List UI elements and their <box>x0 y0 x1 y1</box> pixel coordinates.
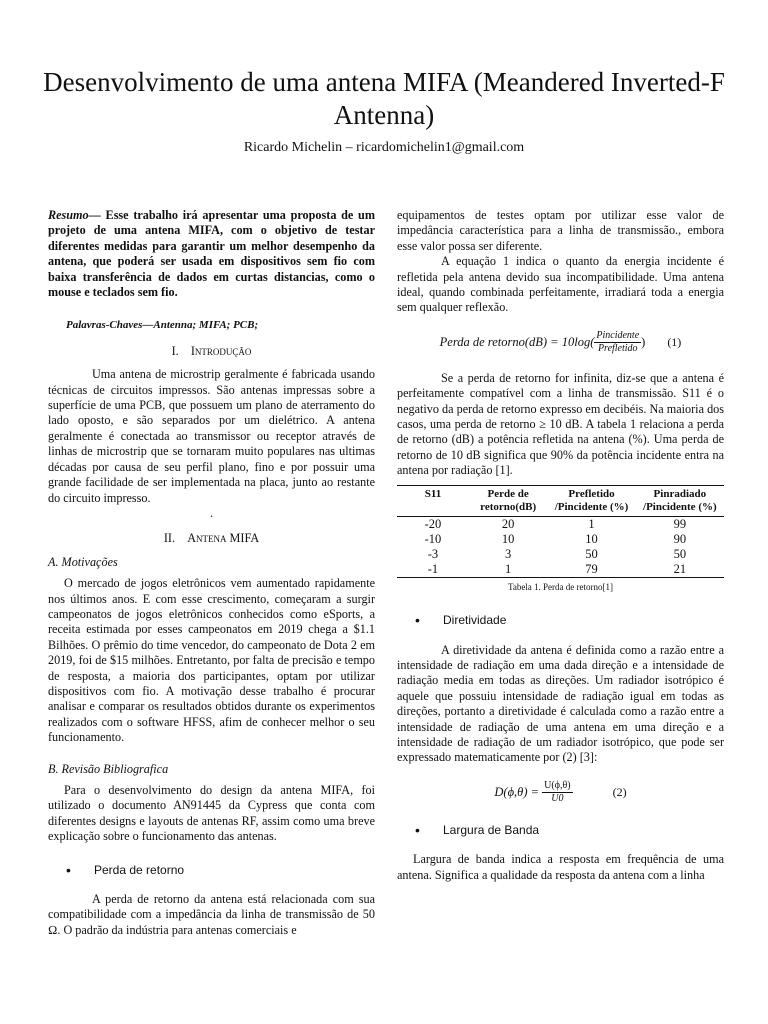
table-cell: 1 <box>588 516 595 531</box>
table-cell: 1 <box>469 562 547 578</box>
section-number: I. <box>171 343 179 358</box>
table-row <box>397 532 724 547</box>
right-paragraph-1: equipamentos de testes optam por utilizar esse valor de impedância característica para a linha de transmissão., embora esse valor possa ser diferente. <box>397 208 724 253</box>
bullet-perda-de-retorno <box>48 863 375 878</box>
table-header: Pinradiado /Pincidente (%) <box>636 485 724 516</box>
table-cell: 50 <box>585 546 598 561</box>
abstract <box>48 208 375 300</box>
right-paragraph-2: A equação 1 indica o quanto da energia incidente é refletida pela antena devido sua incompatibilidade. Uma antena ideal, quando combinada perfeitamente, irradiará toda a energia sem qualquer reflexão. <box>397 254 724 315</box>
table-cell: 79 <box>547 562 635 578</box>
paper-title: Desenvolvimento de uma antena MIFA (Meandered Inverted-F Antenna) <box>43 67 725 130</box>
section-heading-introducao <box>48 344 375 359</box>
subsection-motivacoes: A. Motivações <box>48 554 118 569</box>
bullet-icon: • <box>66 861 71 878</box>
table-cell: 21 <box>636 562 724 578</box>
bullet-label: Diretividade <box>443 613 507 628</box>
eq2-lhs: D(ϕ,θ) = <box>494 784 540 799</box>
intro-paragraph: Uma antena de microstrip geralmente é fabricada usando técnicas de circuitos impressos. São antenas impressas sobre a superfície de uma PCB, que possuem um plano de aterramento do lado oposto, e são separados por um dielétrico. A antena geralmente é conectada ao transmissor ou receptor através de linhas de microstrip que se tornaram muito populares nas ultimas décadas por causa de seu perfil plano, fino e por possuir uma grande facilidade de ser implementada na placa, junto ao restante do circuito impresso. <box>48 367 375 505</box>
table-cell: 50 <box>673 546 687 561</box>
keywords: Palavras-Chaves—Antenna; MIFA; PCB; <box>66 319 259 332</box>
right-column <box>397 208 724 883</box>
bullet-icon: • <box>415 821 420 838</box>
section-title: Introdução <box>190 343 252 358</box>
equation-2 <box>397 780 724 805</box>
right-paragraph-4: A diretividade da antena é definida como a razão entre a intensidade de radiação em uma dada direção e a intensidade de radiação media em todas as direções. Um radiador isotrópico é aquele que possuiu intensidade de radiação igual em todas as direções, portanto a diretividade é calculada como a razão entre a intensidade de radiação de uma antena em uma direção e a intensidade de radiação de um radiador isotrópico, que pode ser expressado matematicamente por (2) [3]: <box>397 642 724 765</box>
subsection-revisao: B. Revisão Bibliografica <box>48 761 169 776</box>
eq2-denominator: U0 <box>551 792 564 804</box>
eq2-fraction <box>542 780 572 805</box>
table-header: Prefletido /Pincidente (%) <box>547 485 635 516</box>
stray-dot: . <box>209 505 214 520</box>
abstract-label: Resumo— <box>48 208 101 222</box>
eq1-close: ) <box>641 334 646 349</box>
perda-paragraph: A perda de retorno da antena está relacionada com sua compatibilidade com a impedância da linha de transmissão de 50 Ω. O padrão da indústria para antenas comerciais e <box>48 892 375 937</box>
table-cell: 90 <box>673 531 687 546</box>
bullet-diretividade <box>397 613 724 628</box>
left-column <box>48 208 375 938</box>
table-cell: -3 <box>427 546 439 561</box>
table-row <box>397 547 724 562</box>
equation-1 <box>397 330 724 355</box>
eq2-number: (2) <box>612 784 627 799</box>
right-paragraph-5: Largura de banda indica a resposta em frequência de uma antena. Significa a qualidade da resposta da antena com a linha <box>397 852 724 882</box>
eq1-lhs: Perda de retorno(dB) = 10log( <box>439 334 595 349</box>
eq1-denominator: Prefletido <box>597 342 638 354</box>
bullet-largura-de-banda <box>397 823 724 838</box>
abstract-text: Esse trabalho irá apresentar uma proposta de um projeto de uma antena MIFA, com o objetivo de testar diferentes medidas para garantir um melhor desempenho da antena, que poderá ser usada em dispositivos sem fio com baixa transferência de dados em curtas distancias, como o mouse e teclados sem fio. <box>48 208 375 300</box>
bullet-icon: • <box>415 612 420 629</box>
table-row <box>397 516 724 532</box>
section-heading-antena-mifa <box>48 531 375 546</box>
table-cell: -20 <box>424 516 442 531</box>
table-cell: 99 <box>673 516 687 531</box>
motivacoes-paragraph: O mercado de jogos eletrônicos vem aumentado rapidamente nos últimos anos. E com esse crescimento, começaram a surgir campeonatos de jogos eletrônicos conhecidos como eSports, a receita estimada por esses campeonatos em 2019 chega a $1.1 Bilhões. O prêmio do time vencedor, do campeonato de Dota 2 em 2019, foi de $15 milhões. Entretanto, por falta de precisão e tempo de resposta, a maioria dos participantes, optam por utilizar dispositivos com fio. A motivação desse trabalho é procurar analisar e comparar os resultados obtidos durante os experimentos realizados com o software HFSS, afim de conhecer melhor o seu funcionamento. <box>48 576 375 745</box>
table-cell: 3 <box>505 546 512 561</box>
table-caption: Tabela 1. Perda de retorno[1] <box>507 581 614 592</box>
revisao-paragraph: Para o desenvolvimento do design da antena MIFA, foi utilizado o documento AN91445 da Cypress que conta com diferentes designs e layouts de antenas RF, assim como uma breve explicação sobre o funcionamento das antenas. <box>48 783 375 844</box>
bullet-label: Perda de retorno <box>94 862 185 877</box>
bullet-label: Largura de Banda <box>443 822 540 837</box>
section-title: Antena MIFA <box>187 531 260 546</box>
table-row <box>397 562 724 578</box>
table-header: Perde de retorno(dB) <box>469 485 547 516</box>
author-line: Ricardo Michelin – ricardomichelin1@gmail.com <box>243 140 525 155</box>
table-cell: 10 <box>501 531 515 546</box>
eq1-fraction <box>594 330 641 355</box>
right-paragraph-3: Se a perda de retorno for infinita, diz-se que a antena é perfeitamente compatível com a linha de transmissão. S11 é o negativo da perda de retorno expresso em decibéis. Na maioria dos casos, uma perda de retorno ≥ 10 dB. A tabela 1 relaciona a perda de retorno (dB) a potência refletida na antena (%). Uma perda de retorno de 10 dB significa que 90% da potência incidente entra na antena por radiação [1]. <box>397 370 724 478</box>
eq1-number: (1) <box>667 334 682 349</box>
eq2-numerator: U(ϕ,θ) <box>544 779 571 791</box>
table-cell: -1 <box>397 562 469 578</box>
table-cell: 10 <box>585 531 598 546</box>
return-loss-table <box>397 485 724 578</box>
table-header-row <box>397 485 724 516</box>
table-cell: 20 <box>501 516 515 531</box>
table-header: S11 <box>397 485 469 516</box>
eq1-numerator: Pincidente <box>596 329 640 341</box>
section-number: II. <box>163 531 176 546</box>
table-cell: -10 <box>424 531 442 546</box>
